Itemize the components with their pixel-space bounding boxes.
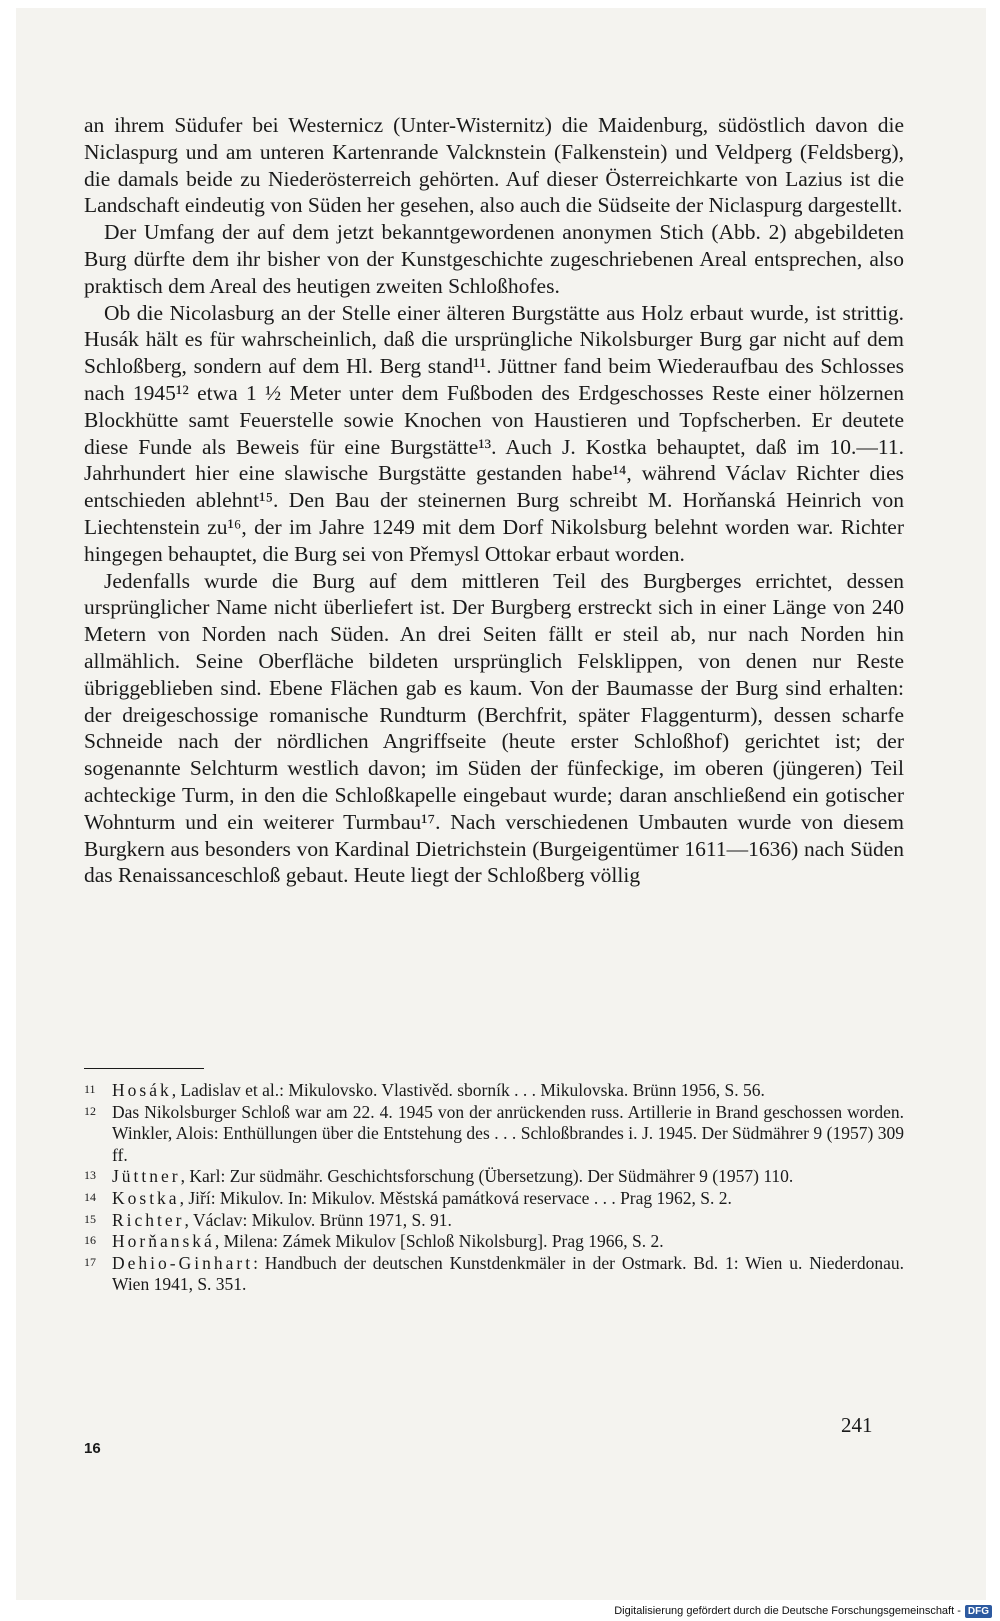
footnote-author: Hosák bbox=[112, 1080, 172, 1100]
footnote-text: : Handbuch der deutschen Kunstdenkmäler in der Ostmark. Bd. 1: Wien u. Niederdonau. Wien 1941, S. 351. bbox=[112, 1252, 904, 1295]
footnote-number: 16 bbox=[84, 1233, 96, 1248]
scanned-page bbox=[16, 8, 986, 1600]
footnote-text: , Václav: Mikulov. Brünn 1971, S. 91. bbox=[184, 1209, 452, 1230]
dfg-logo: DFG bbox=[965, 1605, 992, 1618]
footnote bbox=[84, 1080, 904, 1102]
footer-text: Digitalisierung gefördert durch die Deutsche Forschungsgemeinschaft - bbox=[614, 1605, 961, 1617]
paragraph: Ob die Nicolasburg an der Stelle einer älteren Burgstätte aus Holz erbaut wurde, ist strittig. Husák hält es für wahrscheinlich, daß die ursprüngliche Nikolsburger Burg gar nicht auf dem Schloßberg, sondern auf dem Hl. Berg stand¹¹. Jüttner fand beim Wiederaufbau des Schlosses nach 1945¹² etwa 1 ½ Meter unter dem Fußboden des Erdgeschosses Reste einer hölzernen Blockhütte samt Feuerstelle sowie Knochen von Haustieren und Topfscherben. Er deutete diese Funde als Beweis für eine Burgstätte¹³. Auch J. Kostka behauptet, daß im 10.—11. Jahrhundert hier eine slawische Burgstätte gestanden habe¹⁴, während Václav Richter dies entschieden ablehnt¹⁵. Den Bau der steinernen Burg schreibt M. Horňanská Heinrich von Liechtenstein zu¹⁶, der im Jahre 1249 mit dem Dorf Nikolsburg belehnt worden war. Richter hingegen behauptet, die Burg sei von Přemysl Ottokar erbaut worden. bbox=[84, 300, 904, 566]
footnote bbox=[84, 1102, 904, 1167]
footnote-separator bbox=[84, 1068, 204, 1069]
footnote-author: Kostka bbox=[112, 1187, 180, 1208]
footnote-author: Horňanská bbox=[112, 1231, 215, 1252]
footnote bbox=[84, 1210, 904, 1232]
footnote-text: Das Nikolsburger Schloß war am 22. 4. 1945 von der anrückenden russ. Artillerie in Brand geschossen worden. Winkler, Alois: Enthüllungen über die Entstehung des . . . Schloßbrandes i. J. 1945. Der Südmährer 9 (1957) 309 ff. bbox=[112, 1101, 904, 1165]
footnote bbox=[84, 1253, 904, 1296]
paragraph: Jedenfalls wurde die Burg auf dem mittleren Teil des Burgberges errichtet, dessen ursprünglicher Name nicht überliefert ist. Der Burgberg erstreckt sich in einer Länge von 240 Metern von Norden nach Süden. An drei Seiten fällt er steil ab, nur nach Norden hin allmählich. Seine Oberfläche bildeten ursprünglich Felsklippen, von denen nur Reste übriggeblieben sind. Ebene Flächen gab es kaum. Von der Baumasse der Burg sind erhalten: der dreigeschossige romanische Rundturm (Berchfrit, später Flaggenturm), dessen scharfe Schneide nach der nördlichen Angriffseite (heute erster Schloßhof) gerichtet ist; der sogenannte Selchturm westlich davon; im Süden der fünfeckige, im oberen (jüngeren) Teil achteckige Turm, in den die Schloßkapelle eingebaut wurde; daran anschließend ein gotischer Wohnturm und ein weiterer Turmbau¹⁷. Nach verschiedenen Umbauten wurde von diesem Burgkern aus besonders von Kardinal Dietrichstein (Burgeigentümer 1611—1636) nach Süden das Renaissanceschloß gebaut. Heute liegt der Schloßberg völlig bbox=[84, 568, 904, 888]
paragraph: Der Umfang der auf dem jetzt bekanntgewordenen anonymen Stich (Abb. 2) abgebildeten Burg dürfte dem ihr bisher von der Kunstgeschichte zugeschriebenen Areal entsprechen, also praktisch dem Areal des heutigen zweiten Schloßhofes. bbox=[84, 220, 904, 298]
footnotes bbox=[84, 1080, 904, 1296]
footnote-author: Dehio-Ginhart bbox=[112, 1252, 254, 1273]
signature-mark: 16 bbox=[84, 1440, 101, 1457]
footnote-author: Jüttner bbox=[112, 1166, 181, 1187]
paragraph: an ihrem Südufer bei Westernicz (Unter-Wisternitz) die Maidenburg, südöstlich davon die Niclaspurg und am unteren Kartenrande Valcknstein (Falkenstein) und Veldperg (Feldsberg), die damals beide zu Niederösterreich gehörten. Auf dieser Österreichkarte von Lazius ist die Landschaft eindeutig von Süden her gesehen, also auch die Südseite der Niclaspurg dargestellt. bbox=[84, 113, 904, 218]
main-text bbox=[84, 112, 904, 889]
footnote-number: 11 bbox=[84, 1082, 96, 1096]
footnote bbox=[84, 1231, 904, 1253]
footnote-number: 12 bbox=[84, 1103, 96, 1118]
footnote-number: 17 bbox=[84, 1254, 96, 1269]
footnote bbox=[84, 1166, 904, 1188]
footnote-number: 15 bbox=[84, 1211, 96, 1226]
footnote-text: , Milena: Zámek Mikulov [Schloß Nikolsburg]. Prag 1966, S. 2. bbox=[214, 1231, 664, 1252]
footnote-text: , Karl: Zur südmähr. Geschichtsforschung (Übersetzung). Der Südmährer 9 (1957) 110. bbox=[180, 1166, 794, 1187]
footnote-author: Richter bbox=[112, 1209, 185, 1230]
footnote-number: 14 bbox=[84, 1189, 96, 1204]
digitization-footer bbox=[614, 1601, 992, 1621]
footnote-text: , Jiří: Mikulov. In: Mikulov. Městská památková reservace . . . Prag 1962, S. 2. bbox=[179, 1187, 732, 1208]
page-number: 241 bbox=[841, 1413, 873, 1437]
footnote-number: 13 bbox=[84, 1168, 96, 1183]
footnote-text: , Ladislav et al.: Mikulovsko. Vlastivěd. sborník . . . Mikulovska. Brünn 1956, S. 56. bbox=[171, 1080, 765, 1100]
footnote bbox=[84, 1188, 904, 1210]
